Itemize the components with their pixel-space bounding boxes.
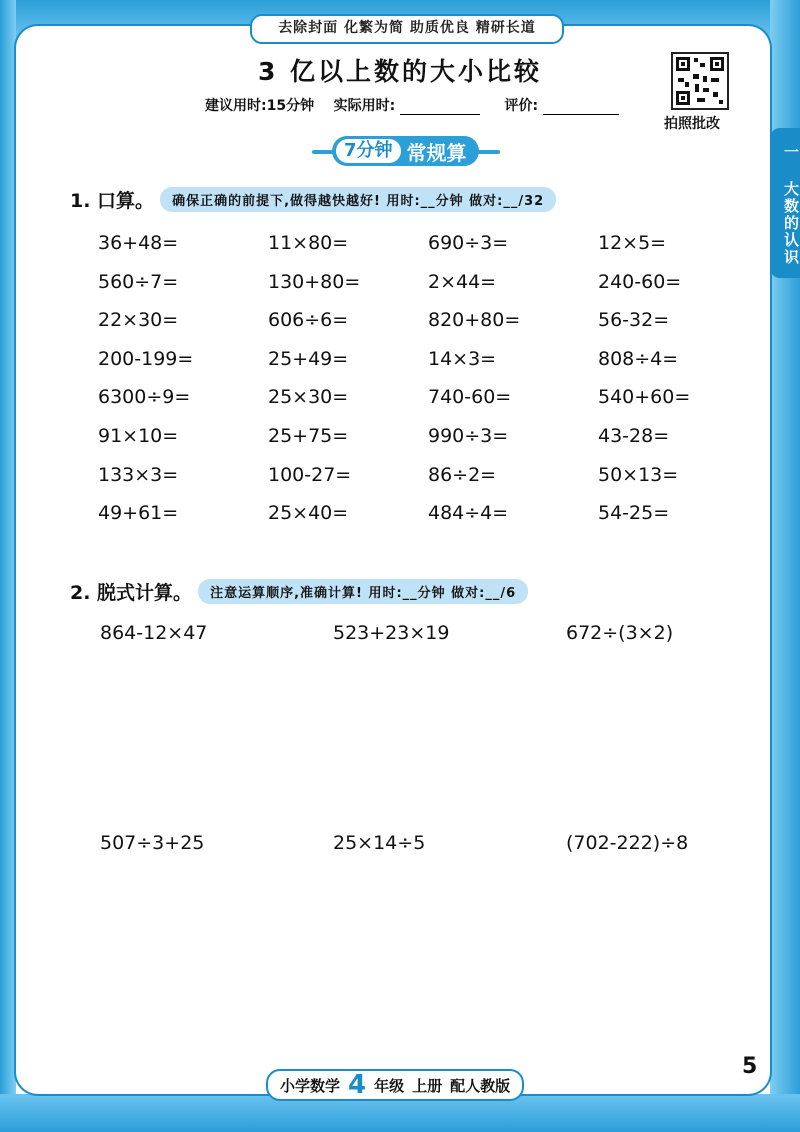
step-calc-item[interactable]: 523+23×19 [333, 622, 450, 644]
mental-math-item[interactable]: 484÷4= [428, 502, 509, 525]
mental-math-item[interactable]: 690÷3= [428, 232, 509, 254]
mental-math-item[interactable]: 240-60= [598, 270, 682, 293]
mental-math-item[interactable]: 130+80= [268, 270, 361, 293]
mental-math-item[interactable]: 540+60= [598, 386, 691, 409]
rating-field[interactable] [543, 114, 619, 115]
question-1-heading: 1. 口算。 [70, 190, 155, 212]
step-calc-item[interactable]: (702-222)÷8 [566, 832, 689, 854]
mental-math-item[interactable]: 11×80= [268, 232, 349, 254]
mental-math-item[interactable]: 25×40= [268, 502, 349, 525]
mental-math-item[interactable]: 560÷7= [98, 270, 179, 293]
mental-math-item[interactable]: 606÷6= [268, 309, 349, 332]
footer-term: 上册 [412, 1076, 443, 1095]
mental-math-item[interactable]: 25+49= [268, 347, 349, 370]
suggested-time: 建议用时:15分钟 [205, 98, 315, 114]
question-2-header [70, 578, 528, 605]
mental-math-item[interactable]: 56-32= [598, 309, 670, 332]
mental-math-item[interactable]: 50×13= [598, 463, 679, 486]
mental-math-item[interactable]: 54-25= [598, 502, 670, 525]
actual-time-field[interactable] [400, 114, 480, 115]
footer-bar [266, 1069, 524, 1101]
mental-math-item[interactable]: 36+48= [98, 232, 179, 254]
footer-edition: 配人教版 [450, 1076, 511, 1095]
actual-time-label: 实际用时: [333, 98, 396, 114]
mental-math-grid [98, 232, 698, 541]
question-1-header [70, 186, 556, 213]
footer-grade-number: 4 [348, 1070, 367, 1100]
section-badge [332, 136, 479, 166]
mental-math-item[interactable]: 6300÷9= [98, 386, 191, 409]
step-calc-item[interactable]: 25×14÷5 [333, 832, 426, 854]
mental-math-item[interactable]: 25+75= [268, 424, 349, 447]
mental-math-item[interactable]: 25×30= [268, 386, 349, 409]
side-tab-unit: 一 大数的认识 [770, 128, 800, 278]
mental-math-item[interactable]: 43-28= [598, 424, 670, 447]
mental-math-item[interactable]: 200-199= [98, 347, 194, 370]
mental-math-item[interactable]: 14×3= [428, 347, 497, 370]
mental-math-item[interactable]: 820+80= [428, 309, 521, 332]
mental-math-item[interactable]: 990÷3= [428, 424, 509, 447]
mental-math-item[interactable]: 740-60= [428, 386, 512, 409]
question-1-instruction: 确保正确的前提下,做得越快越好! 用时:__分钟 做对:__/32 [160, 187, 556, 212]
mental-math-item[interactable]: 133×3= [98, 463, 179, 486]
question-2-heading: 2. 脱式计算。 [70, 582, 193, 604]
mental-math-item[interactable]: 12×5= [598, 232, 667, 254]
mental-math-item[interactable]: 49+61= [98, 502, 179, 525]
rating-label: 评价: [504, 98, 539, 114]
footer-subject: 小学数学 [280, 1076, 341, 1095]
section-title: 常规算 [406, 140, 467, 165]
step-calc-item[interactable]: 864-12×47 [100, 622, 208, 644]
qr-code-icon[interactable] [671, 52, 729, 110]
step-calc-item[interactable]: 507÷3+25 [100, 832, 205, 854]
footer-grade-label: 年级 [374, 1076, 405, 1095]
mental-math-item[interactable]: 91×10= [98, 424, 179, 447]
mental-math-item[interactable]: 22×30= [98, 309, 179, 332]
step-calc-item[interactable]: 672÷(3×2) [566, 622, 674, 644]
badge-line-right [478, 150, 500, 154]
section-time: 7分钟 [336, 139, 401, 163]
qr-label: 拍照批改 [664, 116, 720, 132]
top-banner: 去除封面 化繁为简 助质优良 精研长道 [250, 14, 564, 44]
mental-math-item[interactable]: 808÷4= [598, 347, 679, 370]
page-frame-left [0, 0, 16, 1132]
mental-math-item[interactable]: 2×44= [428, 270, 497, 293]
page-number: 5 [742, 1054, 758, 1079]
mental-math-item[interactable]: 86÷2= [428, 463, 497, 486]
question-2-instruction: 注意运算顺序,准确计算! 用时:__分钟 做对:__/6 [198, 579, 528, 604]
lesson-title: 3 亿以上数的大小比较 [257, 57, 543, 86]
time-line [205, 95, 619, 115]
mental-math-item[interactable]: 100-27= [268, 463, 352, 486]
